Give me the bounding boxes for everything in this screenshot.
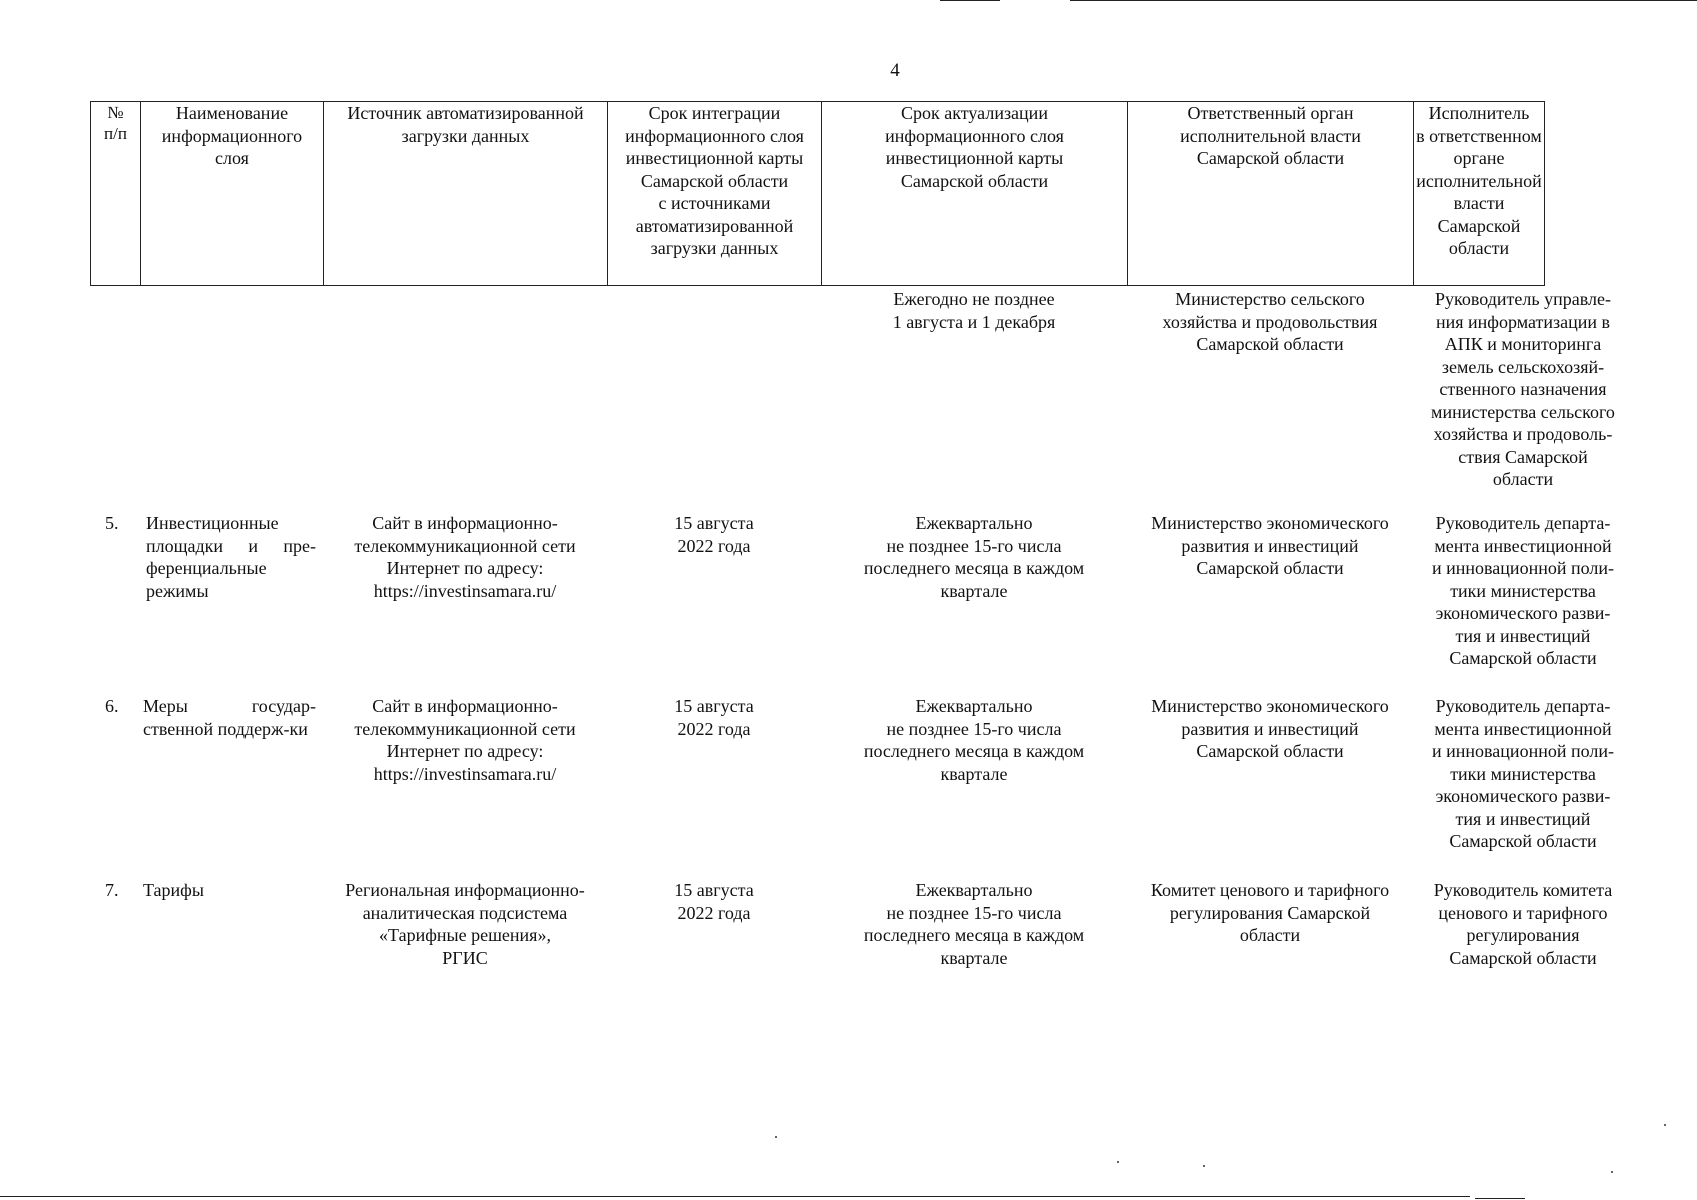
row-responsible-body: Министерство экономического развития и инвестиций Самарской области	[1151, 696, 1389, 761]
row-integration-term: 15 августа 2022 года	[674, 880, 754, 923]
row-executor: Руководитель департа- мента инвестиционной и инновационной поли- тики министерства экономического разви- тия и инвестиций Самарской области	[1432, 696, 1614, 851]
scan-speck	[1117, 1161, 1119, 1163]
header-responsible-body: Ответственный орган исполнительной власти Самарской области	[1128, 102, 1414, 286]
header-integration-term: Срок интеграции информационного слоя инвестиционной карты Самарской области с источниками автоматизированной загрузки данных	[608, 102, 822, 286]
row-source: Сайт в информационно- телекоммуникационной сети Интернет по адресу: https://investinsamara.ru/	[354, 513, 576, 601]
row-layer-name: Инвестиционные площадки и пре-ференциальные режимы	[146, 513, 316, 601]
row-update-term: Ежеквартально не позднее 15-го числа последнего месяца в каждом квартале	[863, 696, 1085, 784]
row-source: Региональная информационно- аналитическая подсистема «Тарифные решения», РГИС	[345, 880, 585, 968]
header-update-term: Срок актуализации информационного слоя инвестиционной карты Самарской области	[822, 102, 1128, 286]
bottom-scan-line	[0, 1196, 1470, 1197]
row-executor: Руководитель департа- мента инвестиционной и инновационной поли- тики министерства экономического разви- тия и инвестиций Самарской области	[1432, 513, 1614, 668]
scan-speck	[1203, 1165, 1205, 1167]
row-executor: Руководитель управле- ния информатизации в АПК и мониторинга земель сельскохозяй- ственного назначения министерства сельского хозяйства и продоволь- ствия Самарской области	[1431, 289, 1615, 489]
scan-speck	[1664, 1124, 1666, 1126]
row-update-term: Ежегодно не позднее 1 августа и 1 декабря	[892, 289, 1056, 332]
row-responsible-body: Комитет ценового и тарифного регулирования Самарской области	[1150, 880, 1390, 945]
row-executor: Руководитель комитета ценового и тарифного регулирования Самарской области	[1433, 880, 1613, 968]
top-scan-line	[940, 0, 1000, 1]
row-layer-name: Меры государ-ственной поддерж-ки	[143, 696, 316, 739]
table-header	[90, 101, 1545, 286]
row-layer-name: Тарифы	[143, 880, 204, 900]
row-integration-term: 15 августа 2022 года	[674, 513, 754, 556]
row-responsible-body: Министерство сельского хозяйства и продовольствия Самарской области	[1162, 289, 1378, 354]
bottom-scan-line-right	[1475, 1198, 1525, 1199]
header-layer-name: Наименование информационного слоя	[141, 102, 324, 286]
row-num: 5.	[105, 513, 119, 533]
top-scan-line-right	[1070, 0, 1697, 1]
row-update-term: Ежеквартально не позднее 15-го числа последнего месяца в каждом квартале	[863, 880, 1085, 968]
row-update-term: Ежеквартально не позднее 15-го числа последнего месяца в каждом квартале	[863, 513, 1085, 601]
page-number: 4	[890, 60, 900, 81]
row-source: Сайт в информационно- телекоммуникационной сети Интернет по адресу: https://investinsamara.ru/	[354, 696, 576, 784]
header-executor: Исполнитель в ответственном органе исполнительной власти Самарской области	[1414, 102, 1545, 286]
header-num: № п/п	[91, 102, 141, 286]
scan-speck	[1611, 1171, 1613, 1173]
row-responsible-body: Министерство экономического развития и инвестиций Самарской области	[1151, 513, 1389, 578]
row-num: 6.	[105, 696, 119, 716]
scan-speck	[775, 1136, 777, 1138]
row-num: 7.	[105, 880, 119, 900]
row-integration-term: 15 августа 2022 года	[674, 696, 754, 739]
header-source: Источник автоматизированной загрузки данных	[324, 102, 608, 286]
